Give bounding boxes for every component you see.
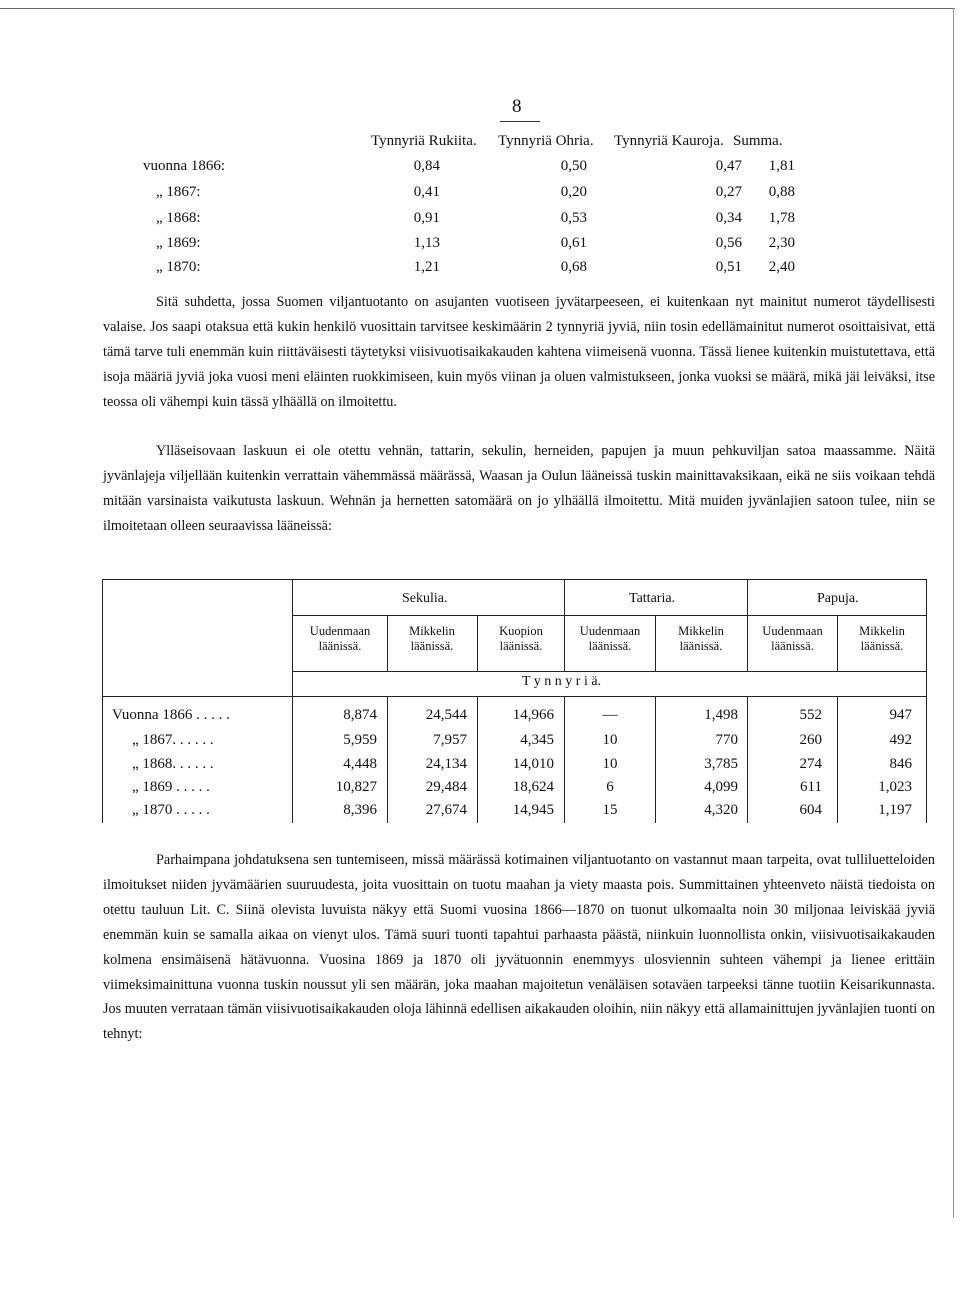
row-year: „ 1870 . . . . . bbox=[132, 802, 210, 818]
ratio-cell-barley: 0,53 bbox=[560, 210, 587, 226]
page-number-rule bbox=[500, 121, 540, 122]
table-row bbox=[102, 707, 927, 731]
cell: 274 bbox=[799, 756, 822, 772]
ratio-cell-sum: 0,88 bbox=[768, 184, 795, 200]
cell: 14,945 bbox=[512, 802, 554, 818]
cell: 1,023 bbox=[878, 779, 912, 795]
col-sep bbox=[564, 579, 565, 671]
ratio-header-rye: Tynnyriä Rukiita. bbox=[371, 133, 477, 149]
paragraph-grain-need: Sitä suhdetta, jossa Suomen viljantuotanto on asujanten vuotiseen jyvätarpeeseen, ei kuitenkaan nyt mainitut numerot täydellisesti valaise. Jos saapi otaksua että kukin henkilö vuosittain tarvitsee keskimäärin 2 tynnyriä jyviä, niin tosin edellämainitut numerot osoittaisivat, että tämä tarve tuli enemmän kuin riittäväisesti täytetyksi viisivuotisaikakauden kahtena viimeisenä vuonna. Tässä lienee kuitenkin muistutettava, että isoja määriä jyviä joka vuosi meni eläinten ruokkimiseen, kuin myös viinan ja oluen valmistukseen, jonka vuoksi se määrä, mikä jäi leiväksi, itse teossa oli vähempi kuin tässä ylhäällä on ilmoitettu. bbox=[103, 294, 935, 410]
col-sep bbox=[747, 579, 748, 671]
unit-label: T y n n y r i ä. bbox=[522, 674, 602, 689]
ratio-row bbox=[0, 259, 960, 283]
table-border-top bbox=[102, 579, 927, 580]
page-number: 8 bbox=[512, 96, 522, 117]
col-sep bbox=[387, 615, 388, 671]
ratio-cell-sum: 2,40 bbox=[768, 259, 795, 275]
group-header-papuja: Papuja. bbox=[817, 591, 859, 606]
cell: 604 bbox=[799, 802, 822, 818]
ratio-row-label: vuonna 1866: bbox=[143, 158, 226, 174]
table-row bbox=[102, 802, 927, 826]
cell: 24,544 bbox=[425, 707, 467, 723]
ratio-cell-oats: 0,34 bbox=[715, 210, 742, 226]
cell: 947 bbox=[889, 707, 912, 723]
ratio-cell-rye: 0,84 bbox=[413, 158, 440, 174]
col-sep bbox=[837, 615, 838, 671]
cell: 14,010 bbox=[512, 756, 554, 772]
ratio-cell-sum: 1,78 bbox=[768, 210, 795, 226]
cell: 7,957 bbox=[433, 732, 467, 748]
table-row bbox=[102, 732, 927, 756]
cell: 3,785 bbox=[704, 756, 738, 772]
ratio-cell-barley: 0,20 bbox=[560, 184, 587, 200]
subheader-region: Uudenmaan läänissä. bbox=[579, 624, 641, 653]
group-rule bbox=[292, 615, 926, 616]
cell: 846 bbox=[889, 756, 912, 772]
subheader-region: Uudenmaan läänissä. bbox=[762, 624, 823, 653]
cell: 1,498 bbox=[704, 707, 738, 723]
group-header-sekulia: Sekulia. bbox=[402, 591, 448, 606]
ratio-row-label: „ 1870: bbox=[156, 259, 201, 275]
subheader-region: Mikkelin läänissä. bbox=[859, 624, 905, 653]
top-border-line bbox=[0, 8, 955, 9]
cell: 4,345 bbox=[520, 732, 554, 748]
ratio-cell-oats: 0,47 bbox=[715, 158, 742, 174]
ratio-row bbox=[0, 210, 960, 234]
ratio-cell-barley: 0,50 bbox=[560, 158, 587, 174]
cell: 8,396 bbox=[343, 802, 377, 818]
cell: — bbox=[602, 707, 618, 723]
cell: 552 bbox=[799, 707, 822, 723]
table-row bbox=[102, 779, 927, 803]
cell: 4,448 bbox=[343, 756, 377, 772]
cell: 5,959 bbox=[343, 732, 377, 748]
cell: 24,134 bbox=[425, 756, 467, 772]
ratio-cell-sum: 2,30 bbox=[768, 235, 795, 251]
ratio-cell-oats: 0,51 bbox=[715, 259, 742, 275]
ratio-cell-barley: 0,61 bbox=[560, 235, 587, 251]
cell: 4,320 bbox=[704, 802, 738, 818]
cell: 492 bbox=[889, 732, 912, 748]
ratio-row bbox=[0, 184, 960, 208]
paragraph-other-grains: Ylläseisovaan laskuun ei ole otettu vehnän, tattarin, sekulin, herneiden, papujen ja muun pehkuviljan satoa maassamme. Näitä jyvänlajeja viljellään kuitenkin verrattain vähemmässä määrässä, Waasan ja Oulun lääneissä tuskin mainittavaksikaan, eikä ne siis voikaan tehdä mitään varsinaista vaikutusta laskuun. Wehnän ja hernetten satomäärä on jo ylhäällä ilmoitettu. Mitä muiden jyvänlajien satoon tulee, niin se ilmoitetaan olleen seuraavissa lääneissä: bbox=[103, 443, 935, 534]
cell: 1,197 bbox=[878, 802, 912, 818]
cell: 14,966 bbox=[512, 707, 554, 723]
cell: 611 bbox=[800, 779, 822, 795]
row-year: „ 1869 . . . . . bbox=[132, 779, 210, 795]
ratio-row-label: „ 1869: bbox=[156, 235, 201, 251]
ratio-cell-barley: 0,68 bbox=[560, 259, 587, 275]
row-year: „ 1868. . . . . . bbox=[132, 756, 214, 772]
ratio-header-barley: Tynnyriä Ohria. bbox=[498, 133, 594, 149]
table-row bbox=[102, 756, 927, 780]
subheader-region: Kuopion läänissä. bbox=[499, 624, 543, 653]
cell: 4,099 bbox=[704, 779, 738, 795]
ratio-cell-oats: 0,56 bbox=[715, 235, 742, 251]
row-year: Vuonna 1866 . . . . . bbox=[112, 707, 230, 723]
ratio-cell-rye: 1,13 bbox=[413, 235, 440, 251]
cell: 260 bbox=[799, 732, 822, 748]
ratio-cell-oats: 0,27 bbox=[715, 184, 742, 200]
ratio-row-label: „ 1868: bbox=[156, 210, 201, 226]
cell: 27,674 bbox=[425, 802, 467, 818]
ratio-cell-sum: 1,81 bbox=[768, 158, 795, 174]
subheader-rule bbox=[292, 671, 926, 672]
cell: 29,484 bbox=[425, 779, 467, 795]
cell: 15 bbox=[602, 802, 618, 818]
row-year: „ 1867. . . . . . bbox=[132, 732, 214, 748]
ratio-row bbox=[0, 158, 960, 182]
cell: 770 bbox=[715, 732, 738, 748]
ratio-cell-rye: 0,91 bbox=[413, 210, 440, 226]
subheader-region: Mikkelin läänissä. bbox=[678, 624, 724, 653]
ratio-cell-rye: 1,21 bbox=[413, 259, 440, 275]
paragraph-imports: Parhaimpana johdatuksena sen tuntemiseen, missä määrässä kotimainen viljantuotanto on vastannut maan tarpeita, ovat tulliluetteloiden ilmoitukset niiden jyvämäärien suuruudesta, joita vuosittain on tuotu maahan ja viety maasta pois. Summittainen yhteenveto näistä tiedoista on otettu tauluun Lit. C. Siinä olevista luvuista näkyy että Suomi vuosina 1866—1870 on tuonut ulkomaalta noin 30 miljonaa leiviskää jyviä enemmän kuin se samalla aikaa on vienyt ulos. Tämä suuri tuonti tapahtui parhaasta päästä, niinkuin luonnollista onkin, viisivuotisaikakauden kolmena ensimäisenä hätävuonna. Vuosina 1869 ja 1870 oli jyvätuonnin enemmyys ulosviennin suhteen vähempi ja lienee erittäin viimeksimainittuna vuonna tuskin noussut yli sen määrän, joka maahan majoitetun venäläisen sotaväen tarpeeksi tänne tuotiin Keisarikunnasta. Jos muuten verrataan tämän viisivuotisaikakauden oloja lähinnä edellisen aikakauden oloihin, niin näkyy että allamainittujen jyvänlajien tuonti on tehnyt: bbox=[103, 852, 935, 1043]
cell: 10 bbox=[602, 756, 618, 772]
cell: 8,874 bbox=[343, 707, 377, 723]
cell: 6 bbox=[606, 779, 614, 795]
group-header-tattaria: Tattaria. bbox=[629, 591, 676, 606]
cell: 10,827 bbox=[335, 779, 377, 795]
cell: 18,624 bbox=[512, 779, 554, 795]
subheader-region: Uudenmaan läänissä. bbox=[309, 624, 371, 653]
table-header-rule bbox=[102, 696, 927, 697]
ratio-row-label: „ 1867: bbox=[156, 184, 201, 200]
subheader-region: Mikkelin läänissä. bbox=[409, 624, 455, 653]
col-sep bbox=[655, 615, 656, 671]
ratio-header-sum: Summa. bbox=[733, 133, 783, 149]
ratio-row bbox=[0, 235, 960, 259]
grain-table bbox=[102, 579, 927, 823]
ratio-cell-rye: 0,41 bbox=[413, 184, 440, 200]
cell: 10 bbox=[602, 732, 618, 748]
ratio-header-oats: Tynnyriä Kauroja. bbox=[614, 133, 724, 149]
col-sep bbox=[477, 615, 478, 671]
